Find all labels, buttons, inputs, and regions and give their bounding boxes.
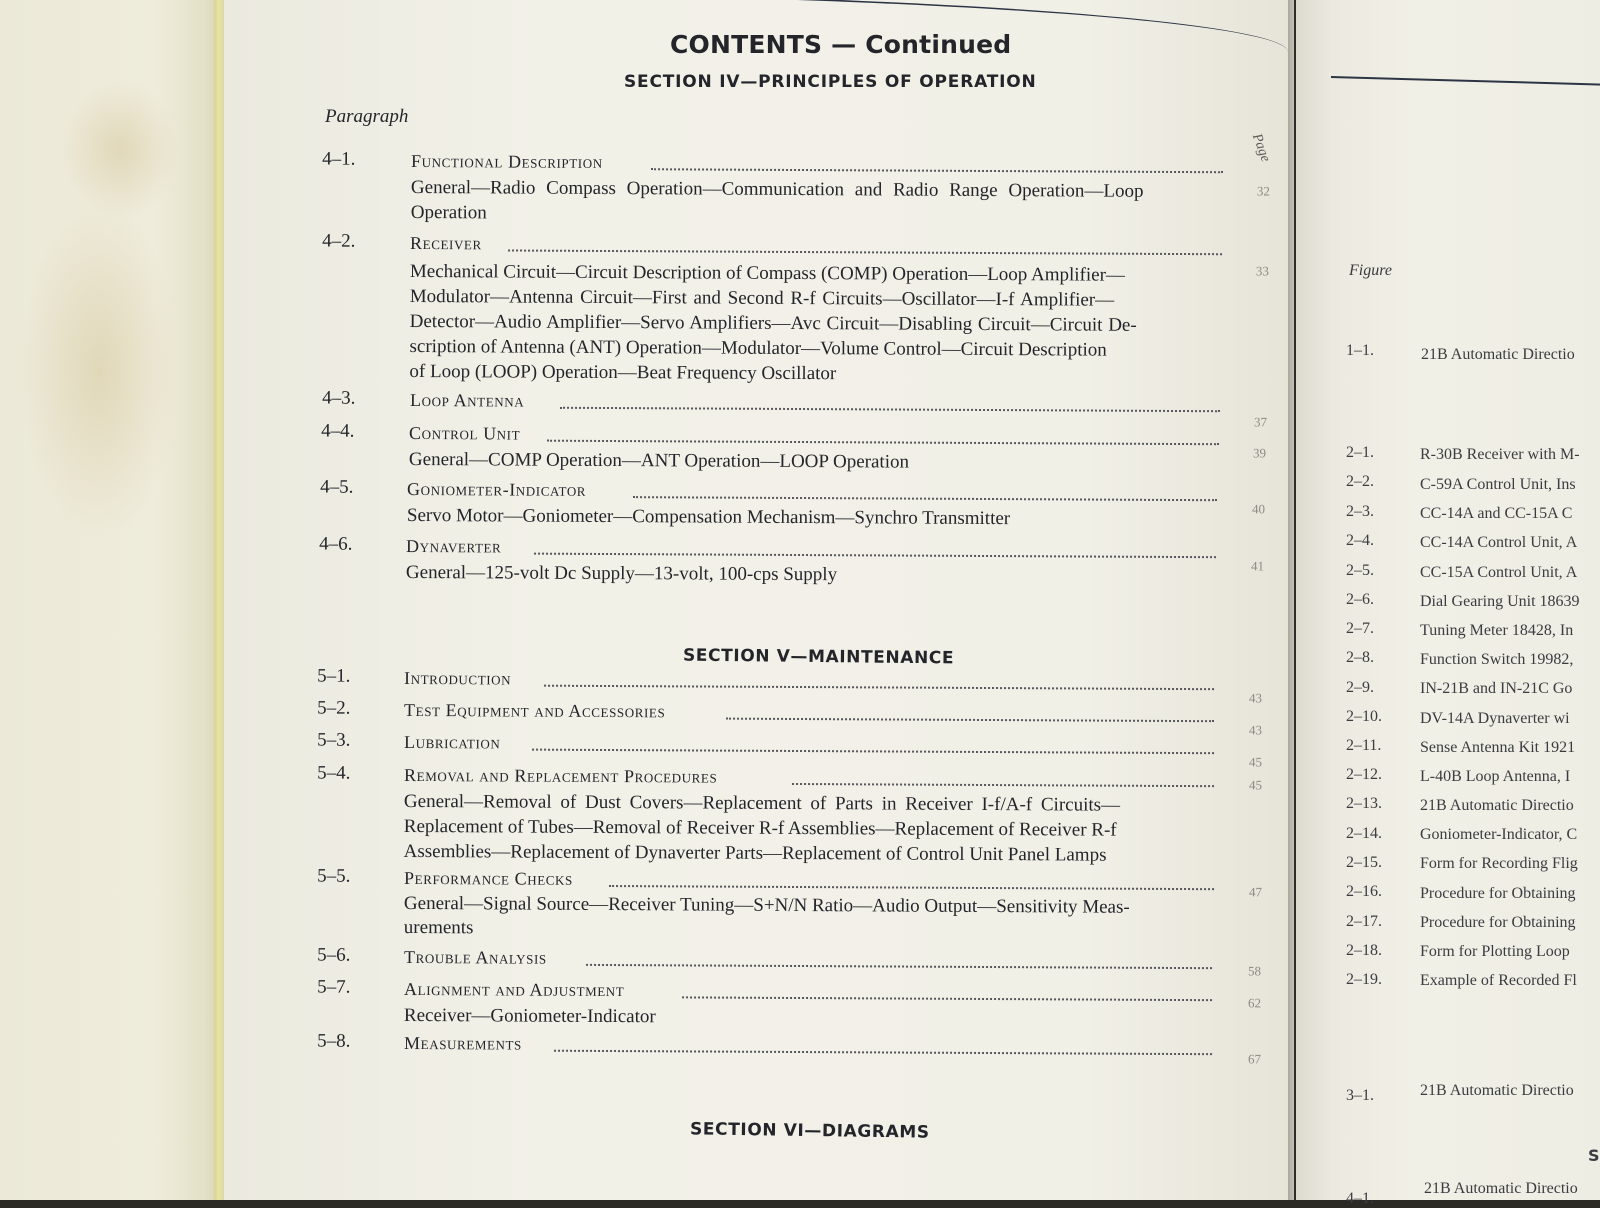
paragraph-number: 4–3. xyxy=(322,387,356,409)
figure-title: 21B Automatic Directio xyxy=(1421,346,1575,363)
page-number: 67 xyxy=(1247,1051,1262,1067)
paragraph-number: 5–6. xyxy=(317,944,351,966)
figure-number: 2–16. xyxy=(1346,883,1382,900)
paragraph-number: 4–1. xyxy=(322,148,356,170)
figure-title: Procedure for Obtaining xyxy=(1420,914,1576,931)
entry-description: Assemblies—Replacement of Dynaverter Parts—Replacement of Control Unit Panel Lamps xyxy=(403,840,1107,866)
toc-entry xyxy=(224,533,1294,599)
leader-dots xyxy=(651,166,1223,173)
page-number: 45 xyxy=(1249,777,1263,793)
toc-entry xyxy=(224,762,1294,866)
figure-title: Form for Recording Flig xyxy=(1420,855,1578,872)
paragraph-number: 5–1. xyxy=(317,665,351,687)
leader-dots xyxy=(682,994,1212,1001)
section-iv-heading: SECTION IV—PRINCIPLES OF OPERATION xyxy=(624,72,1037,92)
paragraph-number: 5–7. xyxy=(317,976,351,998)
figure-title: C-59A Control Unit, Ins xyxy=(1420,476,1576,493)
paragraph-number: 4–4. xyxy=(321,420,355,442)
entry-description: Receiver—Goniometer-Indicator xyxy=(403,1004,656,1028)
toc-entry xyxy=(224,1030,1294,1096)
leader-dots xyxy=(532,747,1214,755)
entry-title: Alignment and Adjustment xyxy=(404,978,625,1001)
entry-description: Operation xyxy=(410,201,487,224)
page-number: 43 xyxy=(1248,722,1263,738)
leader-dots xyxy=(726,716,1214,723)
paragraph-number: 5–2. xyxy=(317,697,351,719)
figure-number: 2–2. xyxy=(1346,473,1374,490)
paragraph-number: 4–2. xyxy=(322,230,356,252)
figure-title: CC-15A Control Unit, A xyxy=(1420,564,1578,581)
entry-description: Modulator—Antenna Circuit—First and Second R-f Circuits—Oscillator—I-f Amplifier— xyxy=(409,285,1115,311)
page-number: 47 xyxy=(1248,884,1263,900)
page-number: 33 xyxy=(1255,263,1269,279)
entry-title: Lubrication xyxy=(404,731,501,753)
figure-number: 2–9. xyxy=(1346,679,1374,696)
paragraph-number: 5–3. xyxy=(317,729,351,751)
entry-description: Detector—Audio Amplifier—Servo Amplifiers—Avc Circuit—Disabling Circuit—Circuit De- xyxy=(409,310,1137,336)
page-column-label: Page xyxy=(1248,131,1273,164)
entry-title: Receiver xyxy=(410,232,482,254)
entry-title: Goniometer-Indicator xyxy=(407,478,587,500)
section-heading-fragment: S xyxy=(1588,1146,1600,1165)
toc-entry xyxy=(224,865,1294,939)
figure-number: 2–14. xyxy=(1346,825,1382,842)
figure-title: Procedure for Obtaining xyxy=(1420,885,1576,902)
figure-title: Form for Plotting Loop xyxy=(1420,943,1570,960)
figure-number: 2–12. xyxy=(1346,766,1382,783)
figure-title: 21B Automatic Directio xyxy=(1420,1082,1574,1099)
page-number: 62 xyxy=(1247,995,1262,1011)
figure-number: 4–1. xyxy=(1346,1190,1374,1207)
figure-number: 2–1. xyxy=(1346,444,1374,461)
toc-entry xyxy=(224,420,1294,486)
entry-description: Mechanical Circuit—Circuit Description of Compass (COMP) Operation—Loop Amplifier— xyxy=(409,260,1126,286)
figure-column-label: Figure xyxy=(1349,262,1392,279)
leader-dots xyxy=(609,883,1214,890)
leader-dots xyxy=(560,405,1220,412)
left-page xyxy=(0,0,222,1200)
page-number: 37 xyxy=(1253,414,1268,430)
leader-dots xyxy=(534,551,1216,559)
page-stain xyxy=(20,200,180,540)
contents-title: CONTENTS — Continued xyxy=(670,30,1012,59)
figure-title: R-30B Receiver with M- xyxy=(1420,446,1580,463)
figure-number: 2–11. xyxy=(1346,737,1382,754)
paragraph-number: 4–5. xyxy=(320,476,354,498)
figure-number: 2–13. xyxy=(1346,795,1382,812)
entry-description: General—COMP Operation—ANT Operation—LOOP Operation xyxy=(408,448,910,473)
figure-title: CC-14A and CC-15A C xyxy=(1420,505,1573,522)
figure-number: 2–15. xyxy=(1346,854,1382,871)
figure-number: 2–5. xyxy=(1346,562,1374,579)
figure-number: 1–1. xyxy=(1346,342,1374,359)
page-number: 45 xyxy=(1248,754,1263,770)
toc-entry xyxy=(224,476,1294,542)
page-top-rule xyxy=(1331,76,1600,86)
entry-title: Dynaverter xyxy=(406,535,502,557)
figure-title: L-40B Loop Antenna, I xyxy=(1420,768,1571,785)
figure-title: 21B Automatic Directio xyxy=(1424,1180,1578,1197)
figure-title: Sense Antenna Kit 1921 xyxy=(1420,739,1576,756)
paragraph-number: 4–6. xyxy=(319,533,353,555)
figure-number: 3–1. xyxy=(1346,1087,1374,1104)
entry-description: General—125-volt Dc Supply—13-volt, 100-cps Supply xyxy=(405,561,838,586)
entry-title: Performance Checks xyxy=(404,867,573,889)
leader-dots xyxy=(554,1048,1212,1055)
entry-title: Control Unit xyxy=(409,422,521,444)
paragraph-number: 5–5. xyxy=(317,865,351,887)
entry-description: Replacement of Tubes—Removal of Receiver R-f Assemblies—Replacement of Receiver R-f xyxy=(403,815,1117,841)
toc-entry xyxy=(224,148,1294,224)
page-number: 40 xyxy=(1251,501,1266,517)
entry-description: urements xyxy=(403,916,474,939)
contents-page xyxy=(224,0,1294,1200)
entry-title: Introduction xyxy=(404,667,512,689)
figure-title: 21B Automatic Directio xyxy=(1420,797,1574,814)
figure-number: 2–4. xyxy=(1346,532,1374,549)
figure-title: Function Switch 19982, xyxy=(1420,651,1574,668)
entry-title: Functional Description xyxy=(411,150,603,172)
page-number: 32 xyxy=(1256,183,1270,199)
entry-description: General—Radio Compass Operation—Communication and Radio Range Operation—Loop xyxy=(410,176,1144,202)
page-number: 39 xyxy=(1252,445,1267,461)
figure-number: 2–8. xyxy=(1346,649,1374,666)
figure-title: Example of Recorded Fl xyxy=(1420,972,1577,989)
leader-dots xyxy=(544,683,1214,691)
leader-dots xyxy=(547,438,1219,446)
figure-number: 2–6. xyxy=(1346,591,1374,608)
figure-title: IN-21B and IN-21C Go xyxy=(1420,680,1573,697)
leader-dots xyxy=(633,494,1217,501)
toc-entry xyxy=(224,230,1294,385)
entry-title: Trouble Analysis xyxy=(404,946,547,968)
paragraph-number: 5–4. xyxy=(317,762,351,784)
paragraph-number: 5–8. xyxy=(317,1030,351,1052)
entry-description: scription of Antenna (ANT) Operation—Modulator—Volume Control—Circuit Description xyxy=(409,335,1107,361)
entry-title: Measurements xyxy=(404,1032,522,1054)
figures-page xyxy=(1296,0,1600,1207)
page-stain xyxy=(60,80,180,220)
figure-number: 2–3. xyxy=(1346,503,1374,520)
figure-title: CC-14A Control Unit, A xyxy=(1420,534,1578,551)
entry-title: Removal and Replacement Procedures xyxy=(404,764,718,787)
entry-description: General—Signal Source—Receiver Tuning—S+N/N Ratio—Audio Output—Sensitivity Meas- xyxy=(403,892,1130,918)
figure-number: 2–17. xyxy=(1346,913,1382,930)
figure-number: 2–7. xyxy=(1346,620,1374,637)
page-number: 41 xyxy=(1250,558,1265,574)
section-v-heading: SECTION V—MAINTENANCE xyxy=(682,645,955,669)
leader-dots xyxy=(508,247,1222,255)
figure-title: Dial Gearing Unit 18639 xyxy=(1420,593,1580,610)
leader-dots xyxy=(792,781,1214,787)
section-vi-heading: SECTION VI—DIAGRAMS xyxy=(689,1119,930,1143)
leader-dots xyxy=(586,962,1212,969)
figure-number: 2–19. xyxy=(1346,971,1382,988)
entry-description: Servo Motor—Goniometer—Compensation Mechanism—Synchro Transmitter xyxy=(406,504,1011,530)
figure-number: 2–10. xyxy=(1346,708,1382,725)
paragraph-column-label: Paragraph xyxy=(325,106,409,127)
page-number: 58 xyxy=(1247,963,1262,979)
entry-description: General—Removal of Dust Covers—Replacement of Parts in Receiver I-f/A-f Circuits— xyxy=(403,790,1121,816)
page-number: 43 xyxy=(1248,690,1263,706)
figure-title: DV-14A Dynaverter wi xyxy=(1420,710,1570,727)
entry-title: Test Equipment and Accessories xyxy=(404,699,666,722)
entry-title: Loop Antenna xyxy=(410,389,525,411)
figure-title: Goniometer-Indicator, C xyxy=(1420,826,1578,843)
entry-description: of Loop (LOOP) Operation—Beat Frequency Oscillator xyxy=(409,360,837,385)
figure-title: Tuning Meter 18428, In xyxy=(1420,622,1574,639)
figure-number: 2–18. xyxy=(1346,942,1382,959)
